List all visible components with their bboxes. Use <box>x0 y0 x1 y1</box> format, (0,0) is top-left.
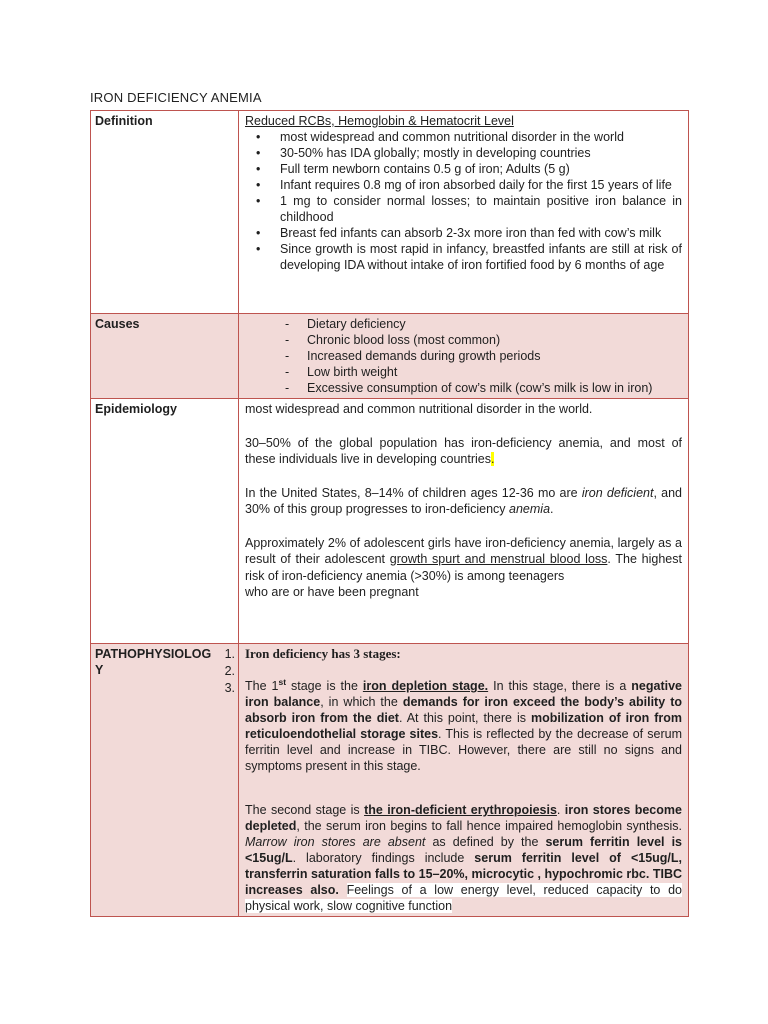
epidemiology-paragraphs <box>245 401 682 601</box>
definition-label-cell <box>91 111 239 314</box>
text-run: serum ferritin level of <15ug/L, transferrin saturation falls to 15–20%, microcytic , hypochromic rbc. TIBC increases also. <box>245 851 682 897</box>
list-item <box>253 161 682 177</box>
text-run: serum ferritin level is <15ug/L <box>245 835 682 865</box>
pathophysiology-content-cell <box>239 644 689 917</box>
list-item-text: Breast fed infants can absorb 2-3x more iron than fed with cow’s milk <box>280 226 662 240</box>
causes-dash-list <box>245 316 682 396</box>
list-item-text: Excessive consumption of cow’s milk (cow’s milk is low in iron) <box>307 381 653 395</box>
bullet-marker: • <box>256 242 261 256</box>
stage-one-paragraph <box>245 678 682 774</box>
text-run: who are or have been pregnant <box>245 585 419 599</box>
list-item <box>253 241 682 273</box>
paragraph <box>245 535 682 585</box>
list-item <box>285 316 682 332</box>
text-run: most widespread and common nutritional disorder in the world. <box>245 402 593 416</box>
text-run <box>339 883 347 897</box>
text-run: st <box>278 676 287 687</box>
epidemiology-label-cell <box>91 399 239 644</box>
bullet-marker: • <box>256 162 261 176</box>
bullet-marker: • <box>256 194 261 208</box>
text-run: . This is reflected by the decrease of serum ferritin level and increase in TIBC. However, there are still no signs and symptoms present in this stage. <box>245 727 683 773</box>
epidemiology-label: Epidemiology <box>95 402 177 416</box>
text-run: iron deficient <box>581 485 654 500</box>
text-run: . At this point, there is <box>398 711 531 725</box>
list-item <box>285 348 682 364</box>
text-run: In the United States, 8–14% of children ages 12-36 mo are <box>245 485 582 500</box>
causes-label: Causes <box>95 317 140 331</box>
text-run: . laboratory findings include <box>292 851 475 865</box>
definition-content-cell <box>239 111 689 314</box>
list-item-text: 1 mg to consider normal losses; to maintain positive iron balance in childhood <box>280 194 682 224</box>
definition-label: Definition <box>95 114 153 128</box>
list-item <box>285 364 682 380</box>
text-run: Feelings of a low energy level, reduced capacity to do physical work, slow cognitive function <box>245 883 682 913</box>
list-item-text: Increased demands during growth periods <box>307 349 541 363</box>
list-item-text: Chronic blood loss (most common) <box>307 333 501 347</box>
paragraph <box>245 401 682 418</box>
dash-marker: - <box>285 333 290 347</box>
text-run: . <box>490 452 495 466</box>
list-item-text: Dietary deficiency <box>307 317 406 331</box>
dash-marker: - <box>285 317 290 331</box>
text-run: Approximately 2% of adolescent girls have iron-deficiency anemia, largely as a result of their adolescent <box>245 535 682 566</box>
text-run: iron stores become depleted <box>245 803 682 833</box>
text-run: The second stage is <box>245 803 365 817</box>
bullet-marker: • <box>256 130 261 144</box>
paragraph <box>245 485 682 518</box>
causes-content-cell <box>239 314 689 399</box>
list-item <box>285 332 682 348</box>
text-run: The 1 <box>245 679 279 693</box>
dash-marker: - <box>285 365 290 379</box>
text-run: the iron-deficient erythropoiesis <box>364 803 557 817</box>
list-item-text: Since growth is most rapid in infancy, breastfed infants are still at risk of developing IDA without intake of iron fortified food by 6 months of age <box>280 242 682 272</box>
bullet-marker: • <box>256 226 261 240</box>
text-run: demands for iron exceed the body’s ability to absorb iron from the diet <box>245 695 682 725</box>
list-item <box>253 225 682 241</box>
pathophysiology-label-cell <box>91 644 239 917</box>
text-run: In this stage, there is a <box>488 679 632 693</box>
text-run: Marrow iron stores are absent <box>245 835 426 849</box>
table-row-epidemiology <box>91 399 689 644</box>
text-run: . The highest risk of iron-deficiency anemia (>30%) is among teenagers <box>245 552 682 583</box>
definition-heading: Reduced RCBs, Hemoglobin & Hematocrit Level <box>245 114 514 128</box>
table-row-definition <box>91 111 689 314</box>
text-run: . <box>550 502 554 516</box>
text-run: negative iron balance <box>245 679 683 709</box>
anemia-table <box>90 110 689 917</box>
text-run: iron depletion stage. <box>362 679 489 693</box>
epidemiology-content-cell <box>239 399 689 644</box>
table-row-pathophysiology <box>91 644 689 917</box>
bullet-marker: • <box>256 146 261 160</box>
list-item-text: 30-50% has IDA globally; mostly in developing countries <box>280 146 591 160</box>
definition-bullet-list <box>245 129 682 273</box>
list-number: 1. <box>224 647 235 661</box>
list-item-text: most widespread and common nutritional disorder in the world <box>280 130 624 144</box>
dash-marker: - <box>285 349 290 363</box>
text-run: . <box>556 803 565 817</box>
text-run: mobilization of iron from reticuloendothelial storage sites <box>245 711 682 741</box>
text-run: , in which the <box>320 695 403 709</box>
list-item <box>253 145 682 161</box>
pathophysiology-number-list <box>225 646 235 697</box>
causes-label-cell <box>91 314 239 399</box>
bullet-marker: • <box>256 178 261 192</box>
list-item <box>253 129 682 145</box>
paragraph <box>245 435 682 468</box>
list-item-text: Low birth weight <box>307 365 398 379</box>
list-number: 2. <box>224 664 235 678</box>
stage-two-paragraph <box>245 802 682 914</box>
text-run: anemia <box>509 502 551 516</box>
list-item-text: Full term newborn contains 0.5 g of iron; Adults (5 g) <box>280 162 570 176</box>
text-run: , and 30% of this group progresses to iron-deficiency <box>245 485 682 516</box>
list-number: 3. <box>224 681 235 695</box>
page-title: IRON DEFICIENCY ANEMIA <box>90 90 262 105</box>
pathophysiology-label: PATHOPHYSIOLOGY <box>95 647 212 677</box>
stages-heading: Iron deficiency has 3 stages: <box>245 646 401 661</box>
dash-marker: - <box>285 381 290 395</box>
list-item <box>285 380 682 396</box>
text-run: 30–50% of the global population has iron-deficiency anemia, and most of these individuals live in developing countries <box>245 435 682 466</box>
text-run: as defined by the <box>425 835 546 849</box>
list-item-text: Infant requires 0.8 mg of iron absorbed daily for the first 15 years of life <box>280 178 672 192</box>
paragraph <box>245 584 682 601</box>
text-run: growth spurt and menstrual blood loss <box>389 552 608 566</box>
table-row-causes <box>91 314 689 399</box>
list-item <box>253 177 682 193</box>
list-item <box>253 193 682 225</box>
text-run: stage is the <box>286 679 363 693</box>
text-run: , the serum iron begins to fall hence impaired hemoglobin synthesis. <box>296 819 682 833</box>
